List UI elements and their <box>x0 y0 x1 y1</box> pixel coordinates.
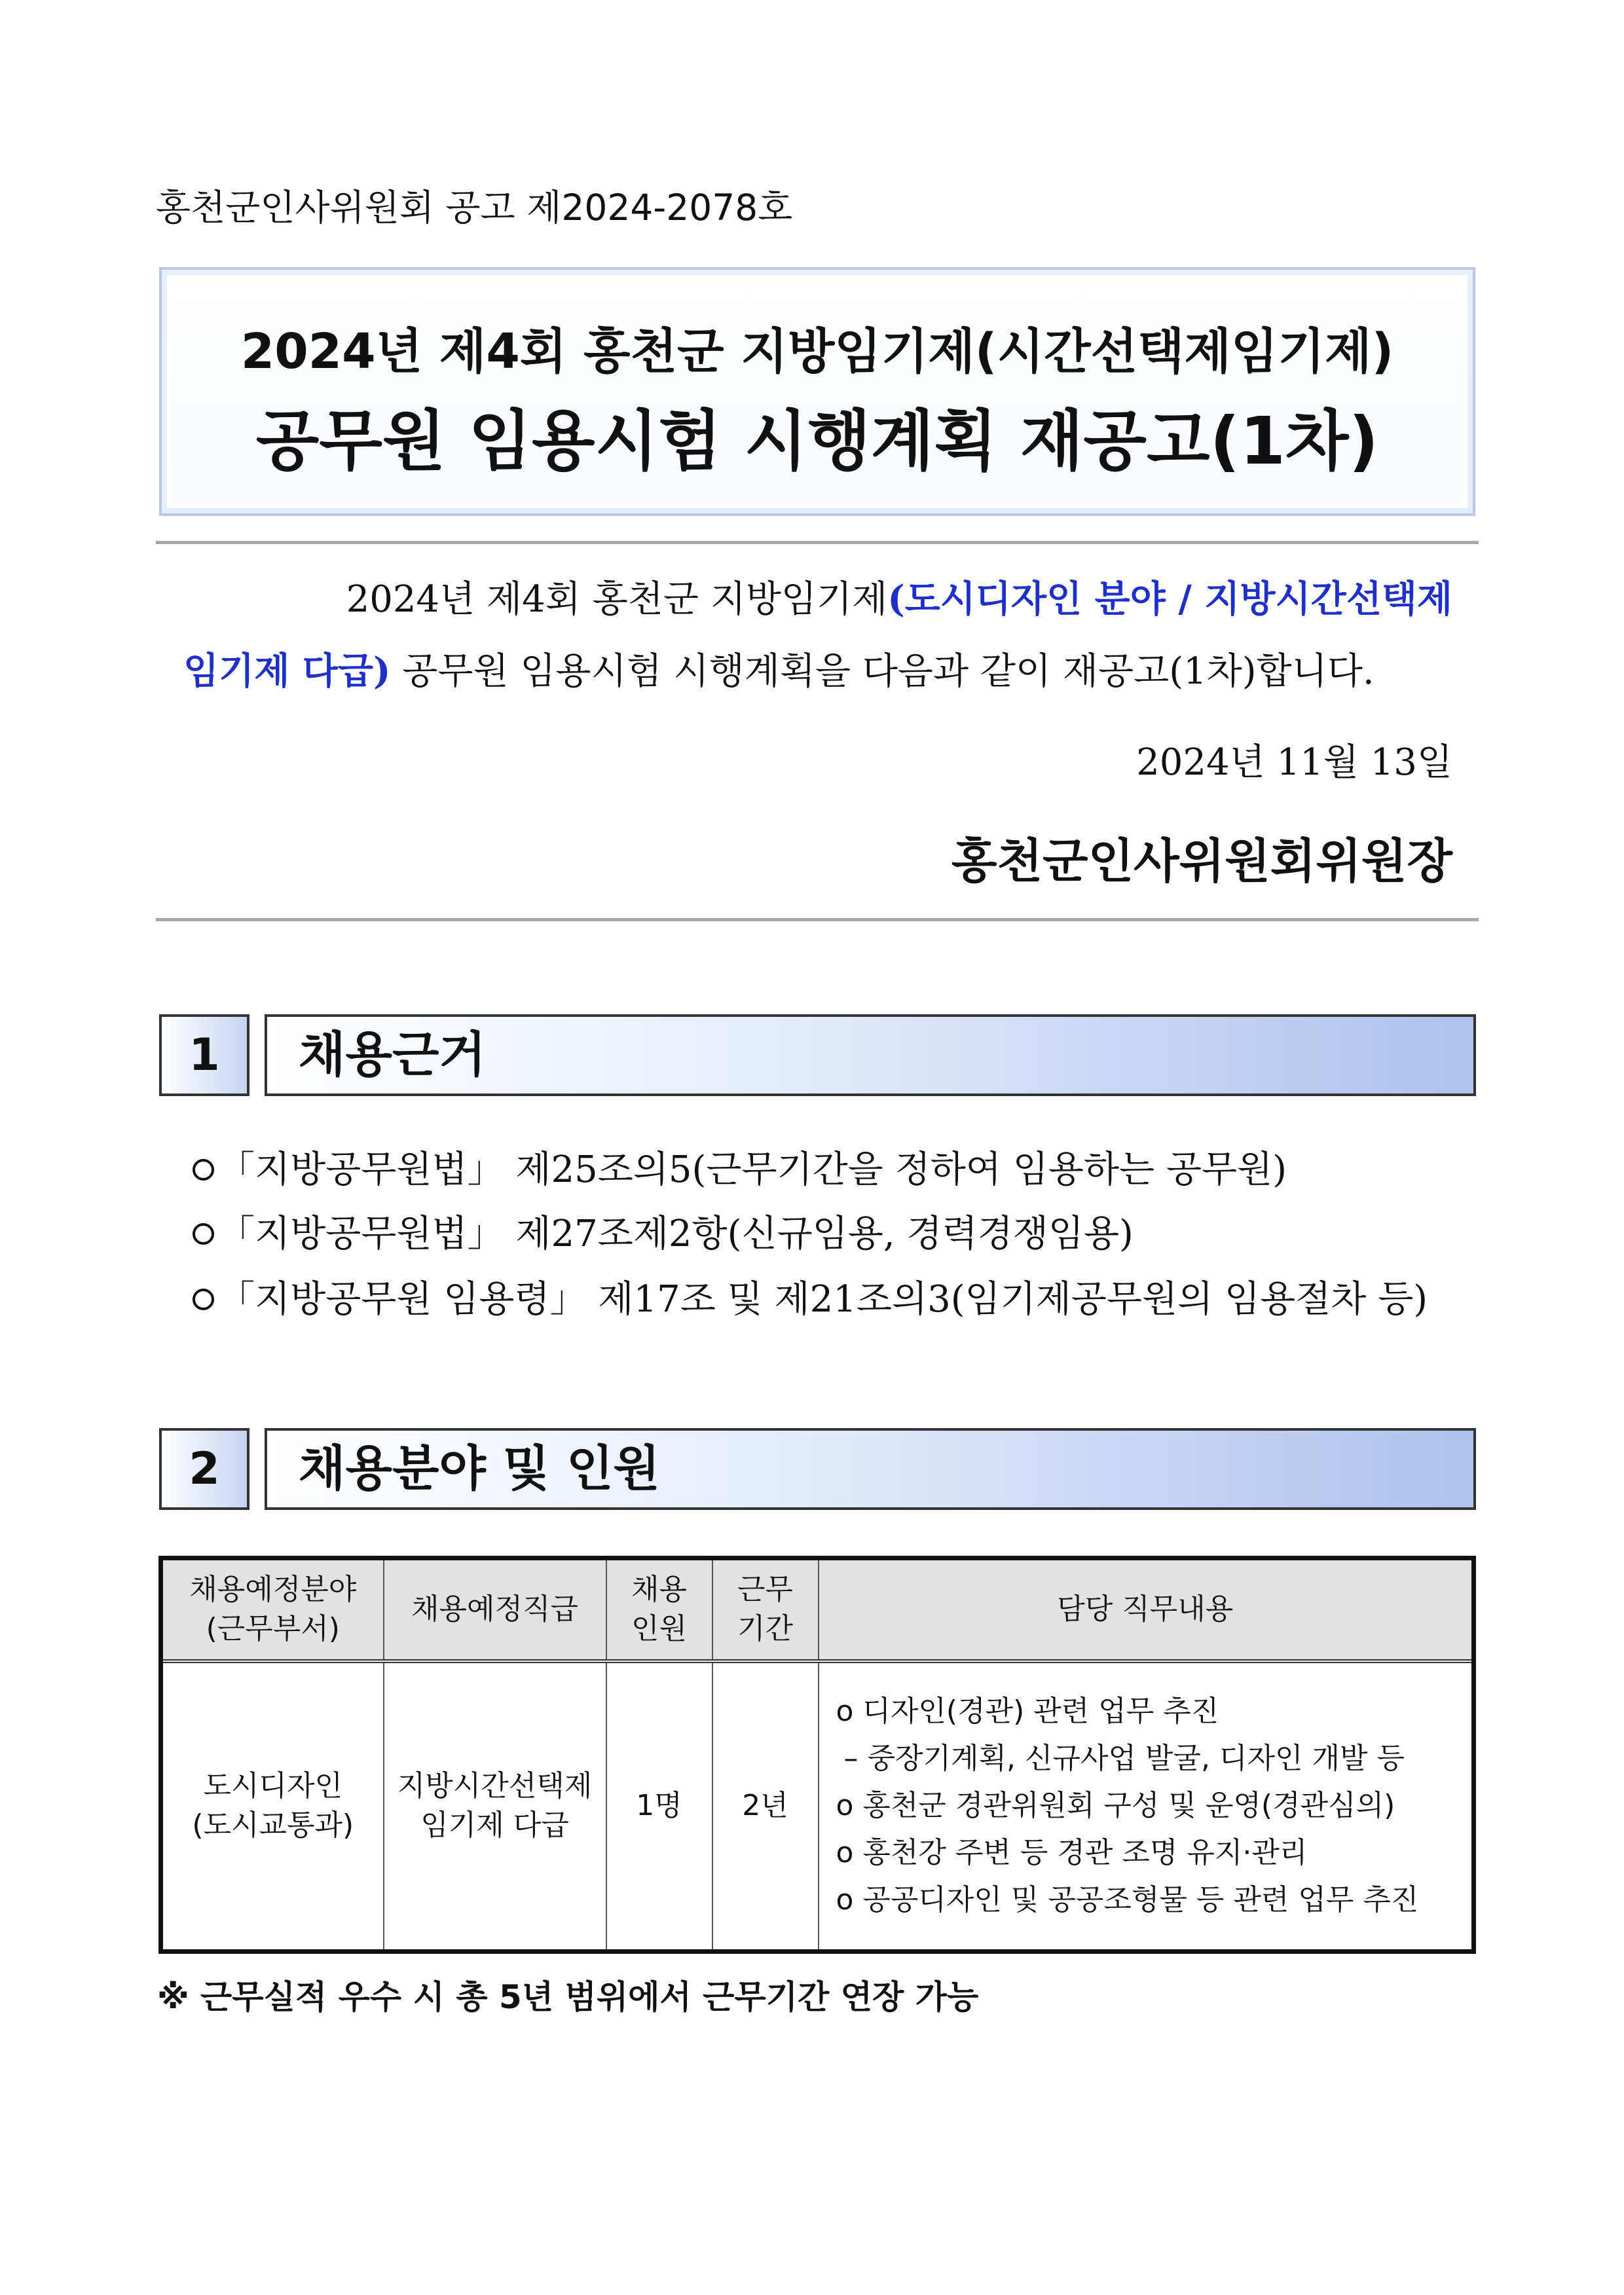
duty-item: – 중장기계획, 신규사업 발굴, 디자인 개발 등 <box>843 1742 1405 1776</box>
section-2-number: 2 <box>159 1428 249 1510</box>
notice-date: 2024년 11월 13일 <box>1136 741 1452 784</box>
signer: 홍천군인사위원회위원장 <box>951 833 1452 889</box>
cell-count: 1명 <box>606 1661 712 1952</box>
notice-number: 홍천군인사위원회 공고 제2024-2078호 <box>156 187 793 229</box>
intro-line-1-highlight: (도시디자인 분야 / 지방시간선택제 <box>887 578 1452 621</box>
intro-line-2-plain: 공무원 임용시험 시행계획을 다음과 같이 재공고(1차)합니다. <box>390 650 1375 693</box>
basis-item-text: 「지방공무원법」 제25조의5(근무기간을 정하여 임용하는 공무원) <box>218 1148 1287 1191</box>
title-line-1: 2024년 제4회 홍천군 지방임기제(시간선택제임기제) <box>240 323 1394 380</box>
top-divider <box>156 541 1479 544</box>
header-duties: 담당 직무내용 <box>819 1558 1474 1661</box>
header-count: 채용 인원 <box>606 1558 712 1661</box>
basis-item <box>193 1211 1134 1257</box>
cell-duties <box>819 1661 1474 1952</box>
section-1-number: 1 <box>159 1014 249 1096</box>
intro-line-1-plain: 2024년 제4회 홍천군 지방임기제 <box>346 578 888 621</box>
duty-item: o 홍천강 주변 등 경관 조명 유지·관리 <box>836 1836 1308 1870</box>
duty-item: o 홍천군 경관위원회 구성 및 운영(경관심의) <box>836 1789 1395 1823</box>
recruitment-table <box>158 1556 1476 1954</box>
intro-line-1 <box>182 576 1452 623</box>
bottom-divider <box>156 918 1479 921</box>
intro-line-2-highlight: 임기제 다급) <box>183 650 391 693</box>
title-box-inner <box>171 279 1464 504</box>
basis-item-text: 「지방공무원법」 제27조제2항(신규임용, 경력경쟁임용) <box>218 1213 1134 1255</box>
title-box <box>159 267 1475 516</box>
table-row <box>161 1661 1474 1952</box>
header-grade: 채용예정직급 <box>384 1558 606 1661</box>
section-1-title: 채용근거 <box>299 1027 486 1083</box>
circle-bullet-icon <box>193 1289 214 1310</box>
header-field: 채용예정분야 (근무부서) <box>161 1558 384 1661</box>
cell-field: 도시디자인 (도시교통과) <box>161 1661 384 1952</box>
header-period: 근무 기간 <box>712 1558 819 1661</box>
section-2-title: 채용분야 및 인원 <box>299 1441 660 1497</box>
duty-item: o 디자인(경관) 관련 업무 추진 <box>836 1695 1219 1729</box>
intro-line-2 <box>183 648 1454 695</box>
footnote: ※ 근무실적 우수 시 총 5년 범위에서 근무기간 연장 가능 <box>157 1978 979 2016</box>
cell-grade: 지방시간선택제 임기제 다급 <box>384 1661 606 1952</box>
basis-item <box>193 1277 1428 1323</box>
section-2-header <box>265 1428 1476 1510</box>
cell-period: 2년 <box>712 1661 819 1952</box>
circle-bullet-icon <box>193 1223 214 1245</box>
basis-item-text: 「지방공무원 임용령」 제17조 및 제21조의3(임기제공무원의 임용절차 등) <box>218 1278 1428 1321</box>
basis-item <box>193 1147 1287 1193</box>
duty-item: o 공공디자인 및 공공조형물 등 관련 업무 추진 <box>836 1883 1419 1917</box>
circle-bullet-icon <box>193 1159 214 1181</box>
title-line-2: 공무원 임용시험 시행계획 재공고(1차) <box>255 403 1379 479</box>
section-1-header <box>265 1014 1476 1096</box>
table-header-row <box>161 1558 1474 1661</box>
